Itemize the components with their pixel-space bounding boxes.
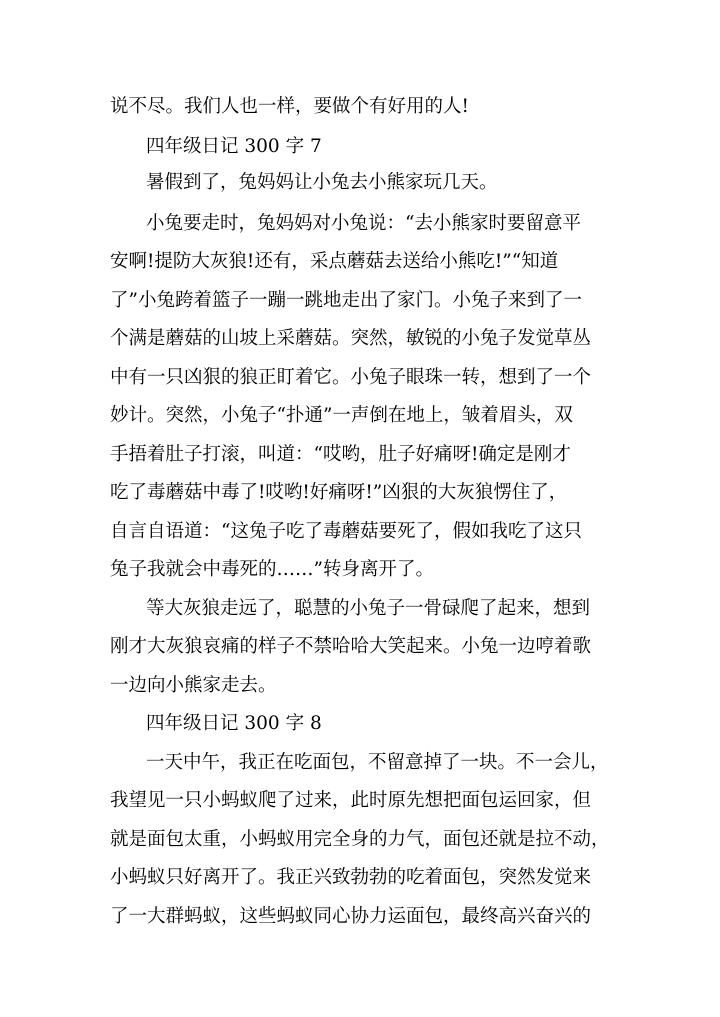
text-line: 小兔要走时，兔妈妈对小兔说：“去小熊家时要留意平 xyxy=(146,213,581,234)
text-line: 了”小兔跨着篮子一蹦一跳地走出了家门。小兔子来到了一 xyxy=(110,290,582,311)
entry-heading: 四年级日记 300 字 8 xyxy=(146,713,322,734)
text-line: 说不尽。我们人也一样，要做个有好用的人! xyxy=(110,96,469,117)
text-line: 小蚂蚁只好离开了。我正兴致勃勃的吃着面包，突然发觉来 xyxy=(110,867,592,888)
text-line: 兔子我就会中毒死的……”转身离开了。 xyxy=(110,559,434,580)
text-line: 一天中午，我正在吃面包，不留意掉了一块。不一会儿， xyxy=(146,752,609,773)
text-line: 我望见一只小蚂蚁爬了过来，此时原先想把面包运回家，但 xyxy=(110,790,592,811)
text-line: 一边向小熊家走去。 xyxy=(110,675,277,696)
entry-heading: 四年级日记 300 字 7 xyxy=(146,136,322,157)
text-line: 安啊!提防大灰狼!还有，采点蘑菇去送给小熊吃!”“知道 xyxy=(110,251,559,272)
text-line: 了一大群蚂蚁，这些蚂蚁同心协力运面包，最终高兴奋兴的 xyxy=(110,906,592,927)
text-line: 刚才大灰狼哀痛的样子不禁哈哈大笑起来。小兔一边哼着歌 xyxy=(110,636,592,657)
text-line: 中有一只凶狠的狼正盯着它。小兔子眼珠一转，想到了一个 xyxy=(110,367,592,388)
text-line: 自言自语道：“这兔子吃了毒蘑菇要死了，假如我吃了这只 xyxy=(110,521,582,542)
text-line: 个满是蘑菇的山坡上采蘑菇。突然，敏锐的小兔子发觉草丛 xyxy=(110,328,592,349)
text-line: 手捂着肚子打滚，叫道：“哎哟，肚子好痛呀!确定是刚才 xyxy=(110,444,571,465)
text-line: 妙计。突然，小兔子“扑通”一声倒在地上，皱着眉头，双 xyxy=(110,405,573,426)
text-line: 就是面包太重，小蚂蚁用完全身的力气，面包还就是拉不动， xyxy=(110,829,610,850)
text-line: 等大灰狼走远了，聪慧的小兔子一骨碌爬了起来，想到 xyxy=(146,598,591,619)
text-line: 暑假到了，兔妈妈让小兔去小熊家玩几天。 xyxy=(146,172,498,193)
text-line: 吃了毒蘑菇中毒了!哎哟!好痛呀!”凶狠的大灰狼愣住了， xyxy=(110,482,568,503)
